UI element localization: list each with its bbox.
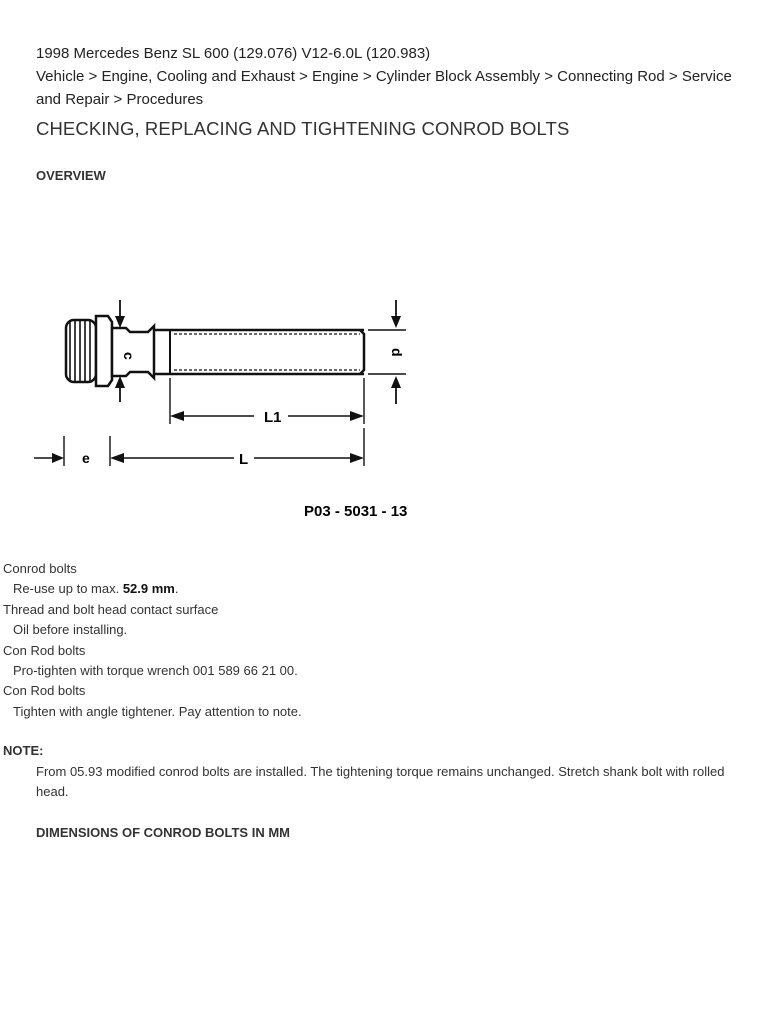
dimensions-heading: DIMENSIONS OF CONROD BOLTS IN MM [36, 825, 290, 840]
conrod-bolt-diagram [30, 270, 430, 550]
label-c: c [121, 352, 137, 360]
label-d: d [389, 348, 405, 357]
step-2-detail: Oil before installing. [13, 622, 128, 638]
label-e: e [82, 450, 90, 466]
step-1-detail-text: Re-use up to max. [13, 581, 123, 597]
step-1-detail [13, 579, 703, 599]
breadcrumb: Vehicle > Engine, Cooling and Exhaust > Engine > Cylinder Block Assembly > Connecting Rod > Service and Repair > Procedures [36, 68, 732, 108]
note-heading: NOTE: [3, 743, 44, 758]
step-2-title: Thread and bolt head contact surface [3, 601, 219, 617]
dimension-l [34, 428, 364, 468]
bolt-head [66, 316, 112, 386]
step-4-detail: Tighten with angle tightener. Pay attention to note. [13, 703, 302, 719]
page-title: CHECKING, REPLACING AND TIGHTENING CONROD BOLTS [36, 118, 570, 139]
step-1-detail-end: . [174, 581, 179, 597]
overview-heading: OVERVIEW [36, 168, 106, 183]
figure-caption: P03 - 5031 - 13 [304, 503, 408, 520]
step-list [3, 517, 703, 722]
step-1-title: Conrod bolts [3, 561, 77, 576]
step-3-title: Con Rod bolts [3, 642, 86, 658]
note-text: From 05.93 modified conrod bolts are installed. The tightening torque remains unchanged. Stretch shank bolt with rolled head. [36, 764, 725, 800]
document-page [36, 42, 736, 183]
label-l: L [239, 451, 249, 468]
bolt-shank [112, 326, 364, 378]
dimension-d [368, 300, 406, 404]
dimension-l1 [170, 378, 364, 426]
vehicle-title: 1998 Mercedes Benz SL 600 (129.076) V12-6.0L (120.983) [36, 45, 431, 62]
step-4-title: Con Rod bolts [3, 683, 86, 699]
step-3-detail: Pro-tighten with torque wrench 001 589 66 21 00. [13, 663, 298, 679]
step-1-max-length: 52.9 mm [122, 581, 175, 597]
label-l1: L1 [264, 409, 282, 426]
